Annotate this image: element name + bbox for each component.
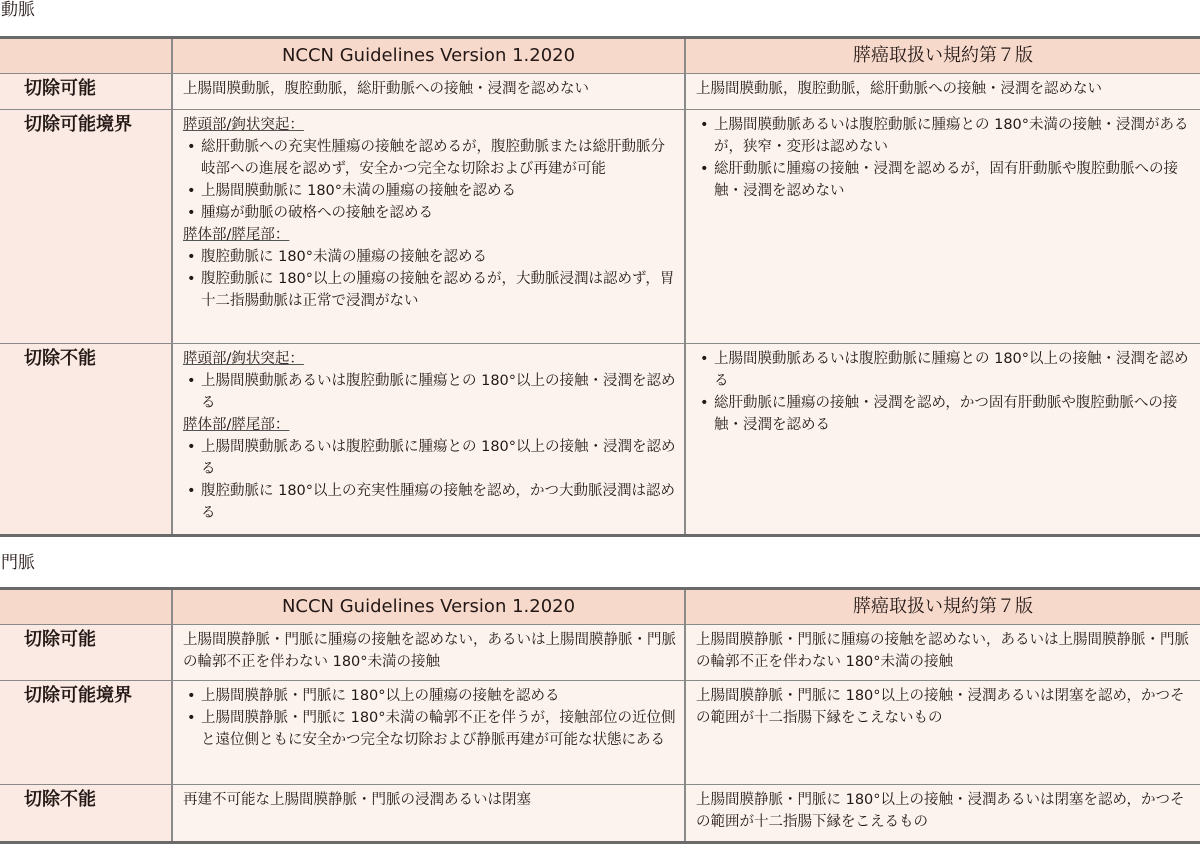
row-label-resectable: 切除可能 (0, 625, 172, 681)
vein-nccn-borderline (172, 681, 685, 785)
artery-nccn-borderline (172, 110, 685, 344)
artery-section-title: 動脈 (1, 0, 35, 20)
vein-japan-borderline: 上腸間膜静脈・門脈に 180°以上の接触・浸潤あるいは閉塞を認め，かつその範囲が十二指腸下縁をこえないもの (685, 681, 1200, 785)
subheading-pancreatic-head: 膵頭部/鉤状突起： (183, 351, 304, 367)
list-item: • 腹腔動脈に 180°未満の腫瘍の接触を認める (183, 246, 676, 268)
list-item: • 総肝動脈に腫瘍の接触・浸潤を認め，かつ固有肝動脈や腹腔動脈への接触・浸潤を認める (696, 392, 1192, 436)
column-header-japan: 膵癌取扱い規約第７版 (685, 38, 1200, 74)
column-header-nccn: NCCN Guidelines Version 1.2020 (172, 589, 685, 625)
subheading-pancreatic-body-tail: 膵体部/膵尾部： (183, 227, 290, 243)
list-item: • 上腸間膜動脈に 180°未満の腫瘍の接触を認める (183, 180, 676, 202)
artery-nccn-unresectable (172, 344, 685, 536)
subheading-pancreatic-body-tail: 膵体部/膵尾部： (183, 417, 290, 433)
artery-table (0, 36, 1200, 537)
vein-table (0, 587, 1200, 844)
list-item: • 上腸間膜動脈あるいは腹腔動脈に腫瘍との 180°以上の接触・浸潤を認める (183, 436, 676, 480)
list-item: • 上腸間膜静脈・門脈に 180°未満の輪郭不正を伴うが，接触部位の近位側と遠位側ともに安全かつ完全な切除および静脈再建が可能な状態にある (183, 707, 676, 751)
column-header-nccn: NCCN Guidelines Version 1.2020 (172, 38, 685, 74)
list-item: • 総肝動脈に腫瘍の接触・浸潤を認めるが，固有肝動脈や腹腔動脈への接触・浸潤を認めない (696, 158, 1192, 202)
subheading-pancreatic-head: 膵頭部/鉤状突起： (183, 117, 304, 133)
table-corner (0, 589, 172, 625)
list-item: • 腫瘍が動脈の破格への接触を認める (183, 202, 676, 224)
vein-section-title: 門脈 (1, 553, 35, 573)
row-label-unresectable: 切除不能 (0, 785, 172, 843)
artery-japan-resectable: 上腸間膜動脈，腹腔動脈，総肝動脈への接触・浸潤を認めない (685, 74, 1200, 110)
list-item: • 上腸間膜動脈あるいは腹腔動脈に腫瘍との 180°以上の接触・浸潤を認める (696, 348, 1192, 392)
list-item: • 腹腔動脈に 180°以上の腫瘍の接触を認めるが，大動脈浸潤は認めず，胃十二指腸動脈は正常で浸潤がない (183, 268, 676, 312)
artery-japan-borderline (685, 110, 1200, 344)
list-item: • 上腸間膜静脈・門脈に 180°以上の腫瘍の接触を認める (183, 685, 676, 707)
vein-japan-resectable: 上腸間膜静脈・門脈に腫瘍の接触を認めない，あるいは上腸間膜静脈・門脈の輪郭不正を伴わない 180°未満の接触 (685, 625, 1200, 681)
table-corner (0, 38, 172, 74)
vein-japan-unresectable: 上腸間膜静脈・門脈に 180°以上の接触・浸潤あるいは閉塞を認め，かつその範囲が十二指腸下縁をこえるもの (685, 785, 1200, 843)
list-item: • 総肝動脈への充実性腫瘍の接触を認めるが，腹腔動脈または総肝動脈分岐部への進展を認めず，安全かつ完全な切除および再建が可能 (183, 136, 676, 180)
vein-nccn-unresectable: 再建不可能な上腸間膜静脈・門脈の浸潤あるいは閉塞 (172, 785, 685, 843)
column-header-japan: 膵癌取扱い規約第７版 (685, 589, 1200, 625)
vein-nccn-resectable: 上腸間膜静脈・門脈に腫瘍の接触を認めない，あるいは上腸間膜静脈・門脈の輪郭不正を伴わない 180°未満の接触 (172, 625, 685, 681)
list-item: • 腹腔動脈に 180°以上の充実性腫瘍の接触を認め，かつ大動脈浸潤は認める (183, 480, 676, 524)
row-label-borderline: 切除可能境界 (0, 110, 172, 344)
list-item: • 上腸間膜動脈あるいは腹腔動脈に腫瘍との 180°未満の接触・浸潤があるが，狭窄・変形は認めない (696, 114, 1192, 158)
row-label-unresectable: 切除不能 (0, 344, 172, 536)
artery-nccn-resectable: 上腸間膜動脈，腹腔動脈，総肝動脈への接触・浸潤を認めない (172, 74, 685, 110)
row-label-resectable: 切除可能 (0, 74, 172, 110)
row-label-borderline: 切除可能境界 (0, 681, 172, 785)
list-item: • 上腸間膜動脈あるいは腹腔動脈に腫瘍との 180°以上の接触・浸潤を認める (183, 370, 676, 414)
artery-japan-unresectable (685, 344, 1200, 536)
